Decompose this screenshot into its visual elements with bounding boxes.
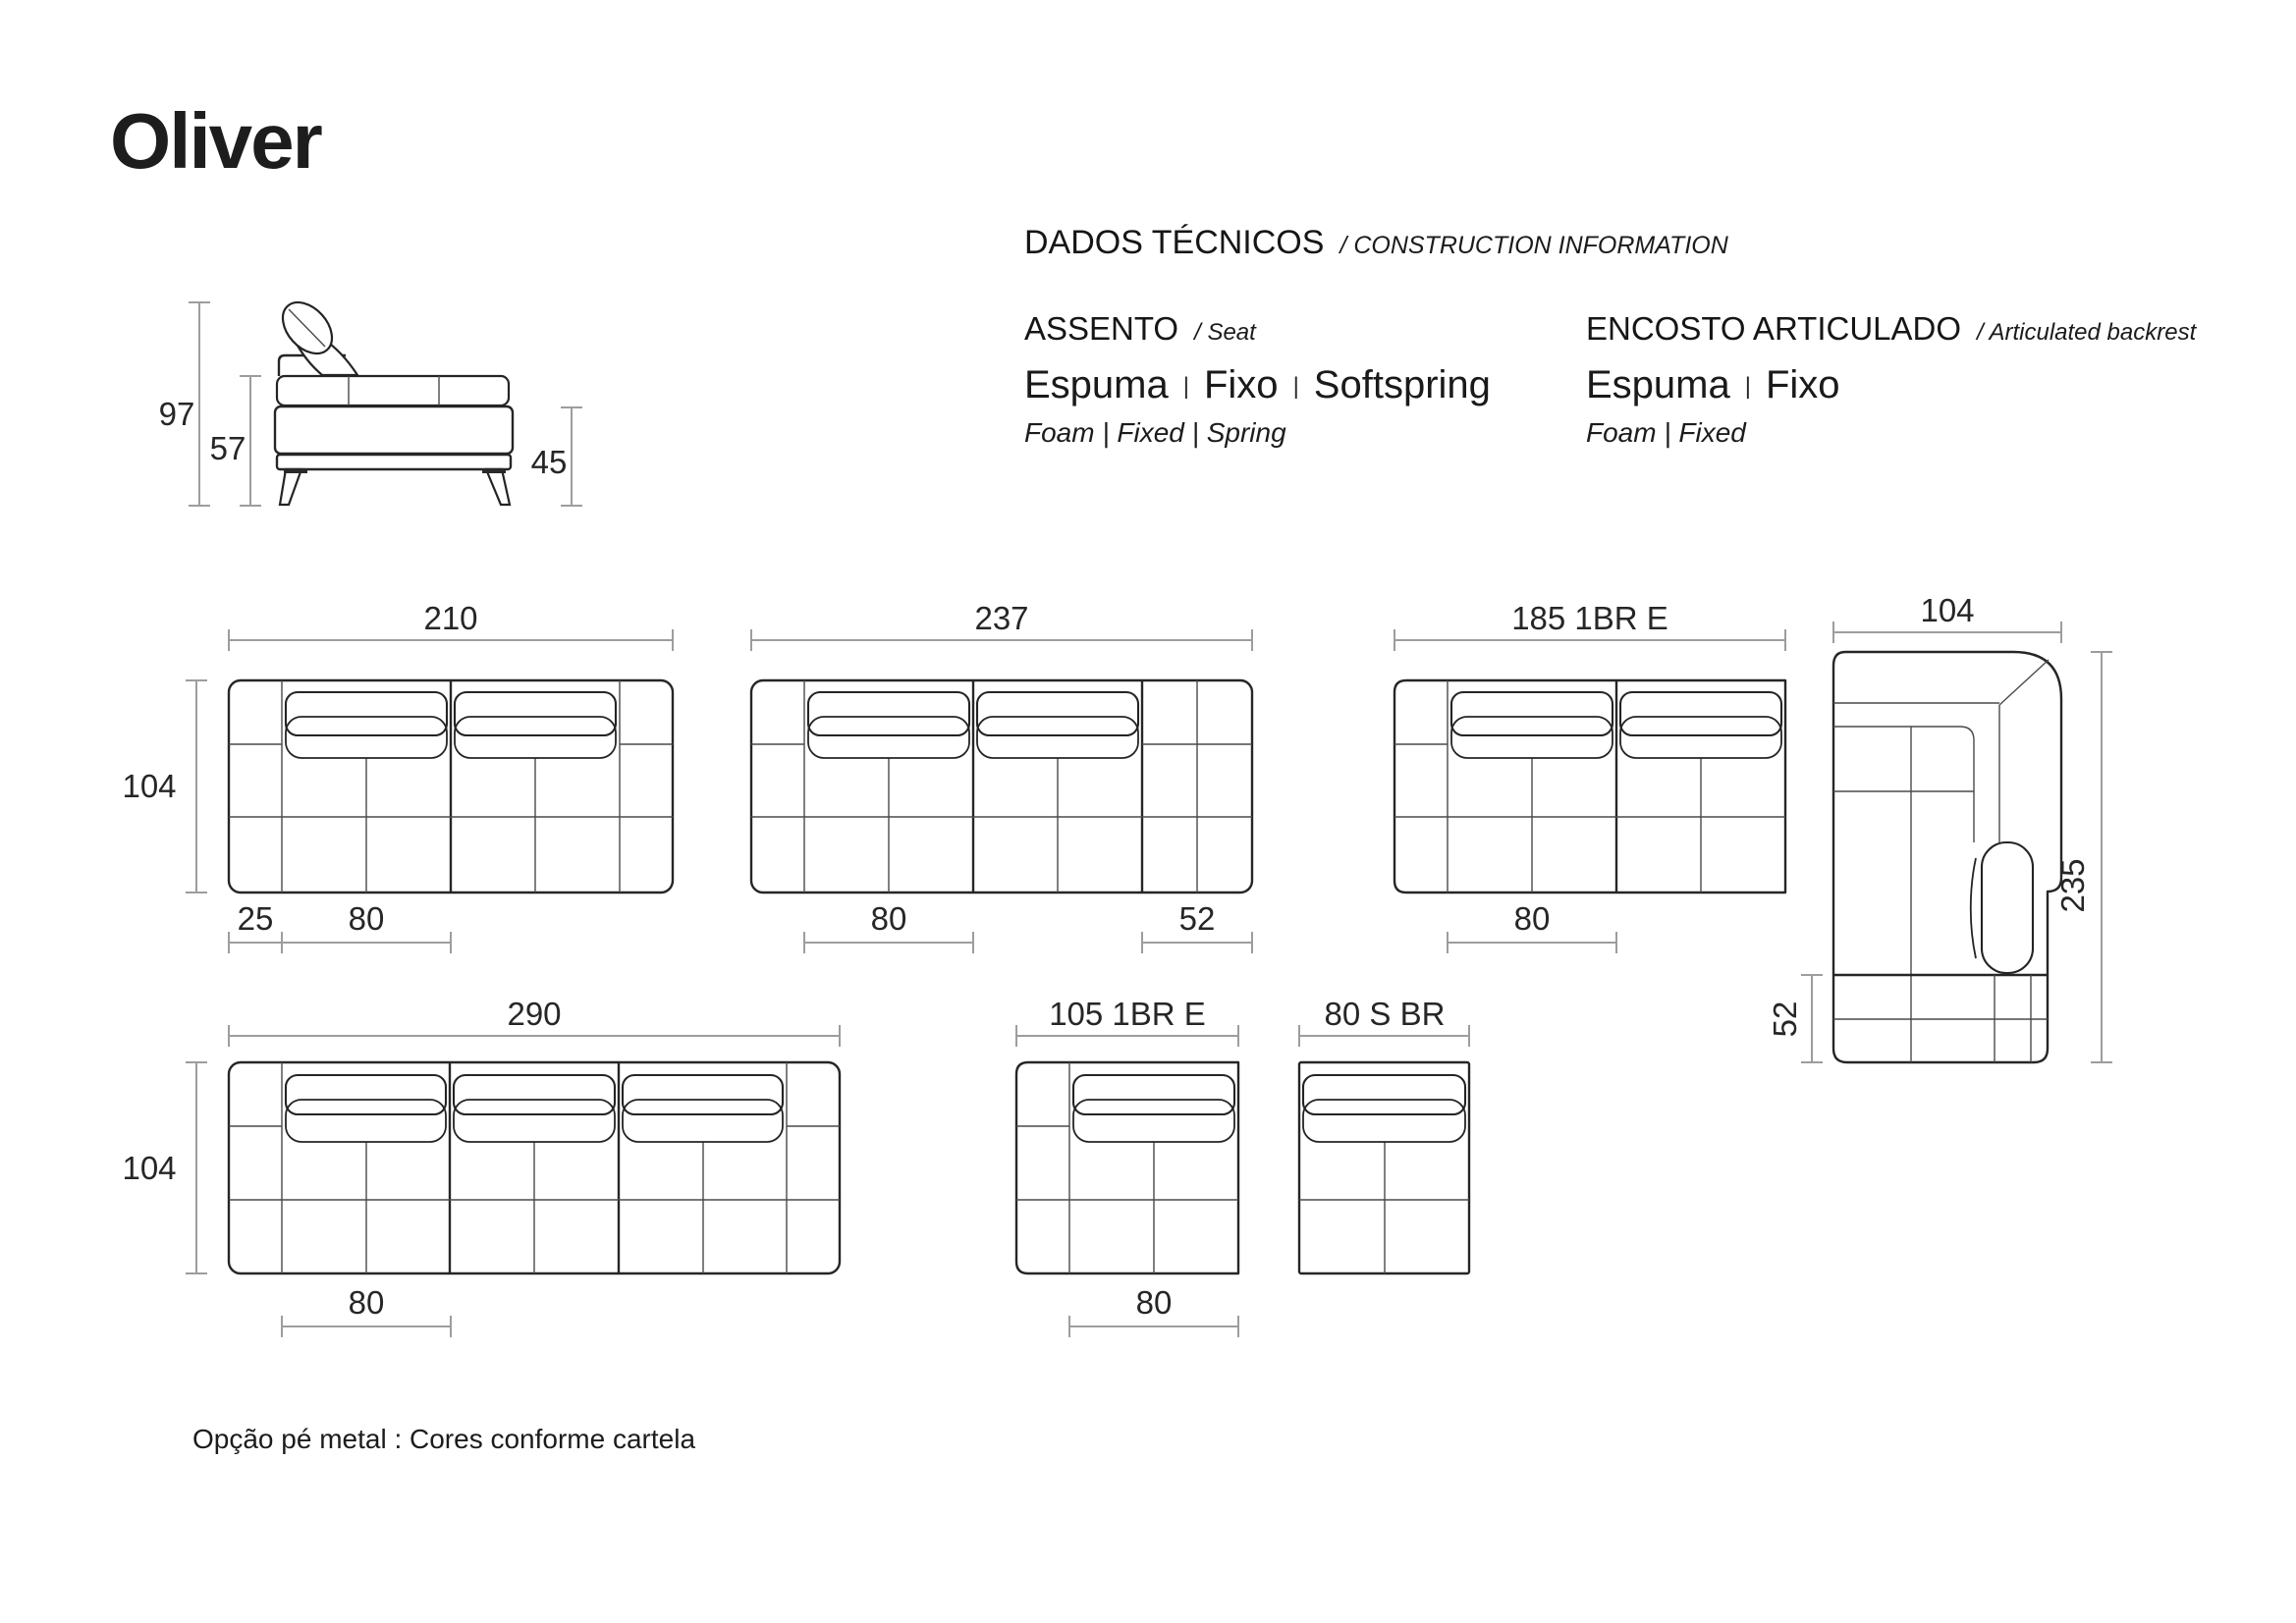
seat-subtitle: / Seat	[1194, 319, 1256, 346]
dim-210-width: 210	[423, 600, 478, 636]
module-290-diagram	[122, 996, 840, 1337]
dim-210-arm: 25	[237, 900, 274, 937]
backrest-title: ENCOSTO ARTICULADO	[1586, 310, 1962, 347]
module-237-diagram	[751, 600, 1252, 953]
module-80-diagram	[1299, 996, 1469, 1273]
module-210-diagram	[122, 600, 673, 953]
dim-80-width: 80 S BR	[1324, 996, 1446, 1032]
dim-side-seat-height: 57	[209, 430, 246, 466]
dim-290-width: 290	[507, 996, 562, 1032]
dim-105-width: 105 1BR E	[1049, 996, 1206, 1032]
tech-header-subtitle: / CONSTRUCTION INFORMATION	[1339, 232, 1728, 259]
seat-title: ASSENTO	[1024, 310, 1179, 347]
separator: |	[1292, 373, 1299, 401]
dim-237-seat: 80	[870, 900, 907, 937]
separator: |	[1182, 373, 1189, 401]
dim-185-width: 185 1BR E	[1511, 600, 1668, 636]
dim-290-depth: 104	[122, 1150, 177, 1186]
dim-210-seat: 80	[348, 900, 385, 937]
page-title: Oliver	[110, 97, 321, 185]
dim-185-seat: 80	[1513, 900, 1551, 937]
tech-header-title: DADOS TÉCNICOS	[1024, 224, 1325, 261]
side-view-diagram	[159, 293, 582, 506]
dim-side-total-height: 97	[158, 396, 195, 432]
dim-105-seat: 80	[1135, 1284, 1173, 1321]
backrest-options-en: Foam | Fixed	[1586, 417, 1746, 448]
backrest-option-1: Espuma	[1586, 363, 1730, 406]
dim-corner-width: 104	[1920, 592, 1975, 628]
dim-237-end: 52	[1178, 900, 1216, 937]
seat-option-2: Fixo	[1203, 363, 1279, 406]
footer-note: Opção pé metal : Cores conforme cartela	[192, 1424, 696, 1454]
dim-210-depth: 104	[122, 768, 177, 804]
seat-options-en: Foam | Fixed | Spring	[1024, 417, 1286, 448]
seat-option-1: Espuma	[1024, 363, 1169, 406]
dim-290-seat: 80	[348, 1284, 385, 1321]
backrest-option-2: Fixo	[1765, 363, 1840, 406]
dim-corner-end: 52	[1767, 1001, 1803, 1038]
separator: |	[1744, 373, 1751, 401]
dim-237-width: 237	[974, 600, 1029, 636]
dim-side-arm-height: 45	[530, 444, 568, 480]
module-185-diagram	[1394, 600, 1785, 953]
seat-option-3: Softspring	[1313, 363, 1491, 406]
dim-corner-length: 235	[2054, 858, 2091, 913]
module-105-diagram	[1016, 996, 1238, 1337]
backrest-subtitle: / Articulated backrest	[1977, 319, 2197, 346]
module-corner-diagram	[1767, 592, 2112, 1062]
